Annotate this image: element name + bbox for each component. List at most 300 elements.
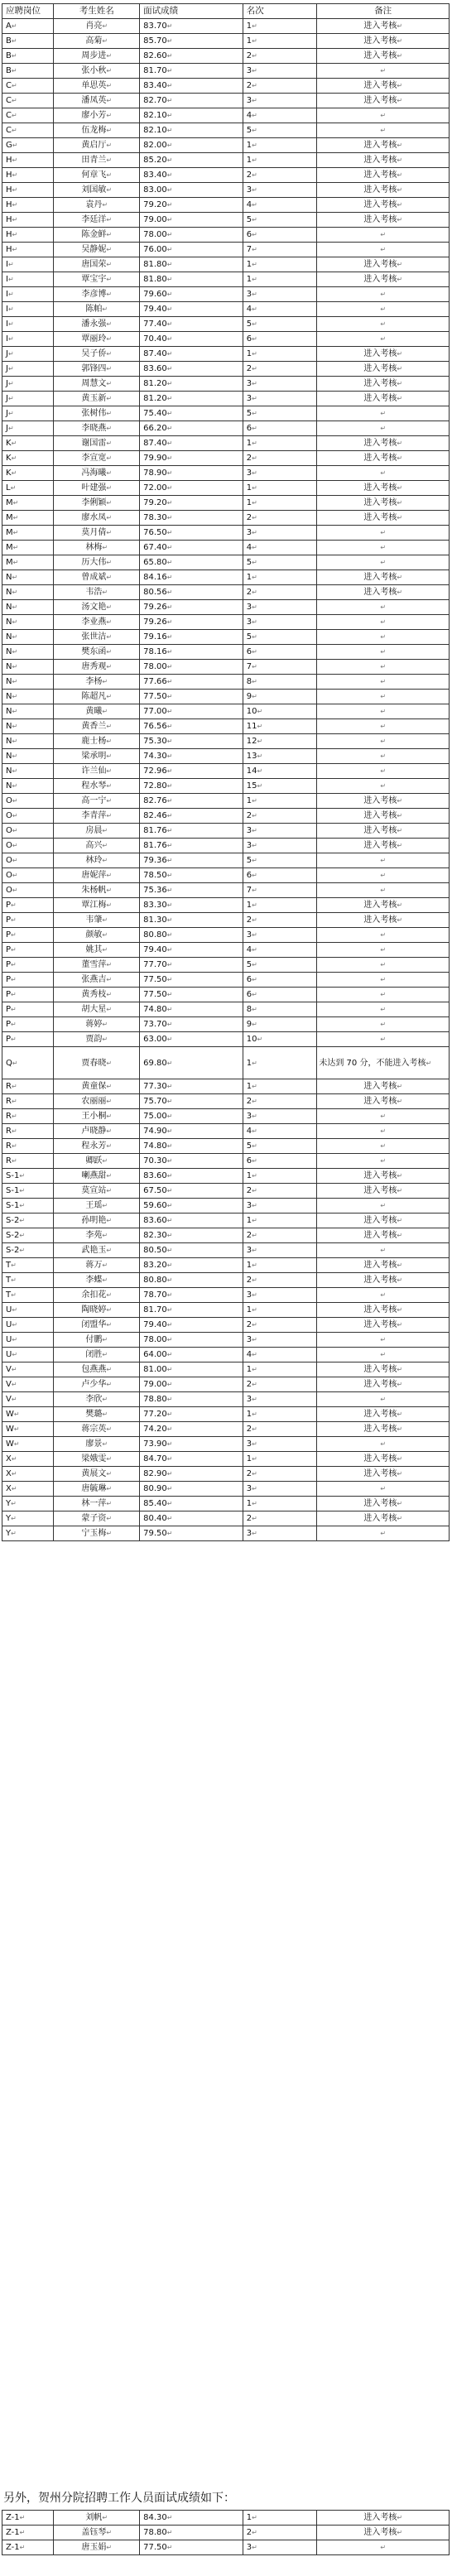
return-mark-icon: ↵ xyxy=(252,112,257,119)
position-cell: Y↵ xyxy=(2,1511,54,1526)
return-mark-icon: ↵ xyxy=(166,961,173,968)
return-mark-icon: ↵ xyxy=(106,320,113,328)
return-mark-icon: ↵ xyxy=(380,231,387,238)
table-row xyxy=(2,555,450,570)
return-mark-icon: ↵ xyxy=(106,142,113,149)
return-mark-icon: ↵ xyxy=(380,544,387,551)
return-mark-icon: ↵ xyxy=(11,1036,17,1043)
table-row xyxy=(2,1109,450,1124)
score-cell: 83.70↵ xyxy=(140,19,243,34)
return-mark-icon: ↵ xyxy=(7,350,14,358)
return-mark-icon: ↵ xyxy=(166,633,173,641)
return-mark-icon: ↵ xyxy=(11,1455,17,1463)
return-mark-icon: ↵ xyxy=(11,1485,17,1492)
return-mark-icon: ↵ xyxy=(166,1036,173,1043)
return-mark-icon: ↵ xyxy=(102,544,108,551)
name-cell: 廖小芳↵ xyxy=(54,108,140,123)
return-mark-icon: ↵ xyxy=(106,261,113,268)
score-cell: 81.80↵ xyxy=(140,257,243,272)
rank-cell: 1↵ xyxy=(243,436,317,451)
score-cell: 80.80↵ xyxy=(140,928,243,943)
score-cell: 74.80↵ xyxy=(140,1002,243,1017)
position-cell: U↵ xyxy=(2,1333,54,1348)
return-mark-icon: ↵ xyxy=(397,201,403,209)
score-cell: 75.70↵ xyxy=(140,1094,243,1109)
remark-cell: 进入考核↵ xyxy=(317,392,450,406)
position-cell: Q↵ xyxy=(2,1047,54,1079)
table-row xyxy=(2,794,450,809)
return-mark-icon: ↵ xyxy=(397,97,403,104)
return-mark-icon: ↵ xyxy=(397,842,403,849)
remark-cell xyxy=(317,466,450,481)
score-cell: 84.30↵ xyxy=(140,2511,243,2526)
table-row xyxy=(2,1079,450,1094)
score-cell: 79.40↵ xyxy=(140,302,243,317)
name-cell: 梁承明↵ xyxy=(54,749,140,764)
score-cell: 83.40↵ xyxy=(140,168,243,183)
remark-cell: 进入考核↵ xyxy=(317,198,450,213)
score-cell: 83.00↵ xyxy=(140,183,243,198)
return-mark-icon: ↵ xyxy=(397,1276,403,1284)
return-mark-icon: ↵ xyxy=(106,410,113,417)
score-cell: 77.50↵ xyxy=(140,988,243,1002)
return-mark-icon: ↵ xyxy=(12,231,18,238)
rank-cell: 5↵ xyxy=(243,555,317,570)
return-mark-icon: ↵ xyxy=(106,633,113,641)
return-mark-icon: ↵ xyxy=(106,484,113,492)
score-cell: 74.20↵ xyxy=(140,1422,243,1437)
table-row xyxy=(2,1437,450,1452)
name-cell: 蒙子资↵ xyxy=(54,1511,140,1526)
position-cell: H↵ xyxy=(2,243,54,257)
remark-cell xyxy=(317,943,450,958)
return-mark-icon: ↵ xyxy=(166,52,173,60)
return-mark-icon: ↵ xyxy=(257,1036,263,1043)
position-cell: H↵ xyxy=(2,153,54,168)
position-cell: P↵ xyxy=(2,913,54,928)
remark-cell xyxy=(317,526,450,541)
table-row xyxy=(2,883,450,898)
score-cell: 77.00↵ xyxy=(140,704,243,719)
return-mark-icon: ↵ xyxy=(12,738,18,745)
score-cell: 65.80↵ xyxy=(140,555,243,570)
return-mark-icon: ↵ xyxy=(252,37,257,45)
return-mark-icon: ↵ xyxy=(397,1515,403,1522)
rank-cell: 3↵ xyxy=(243,2540,317,2555)
position-cell: N↵ xyxy=(2,660,54,675)
return-mark-icon: ↵ xyxy=(380,1036,387,1043)
rank-cell: 3↵ xyxy=(243,377,317,392)
return-mark-icon: ↵ xyxy=(11,112,17,119)
score-cell: 80.80↵ xyxy=(140,1273,243,1288)
position-cell: T↵ xyxy=(2,1273,54,1288)
return-mark-icon: ↵ xyxy=(106,365,113,372)
return-mark-icon: ↵ xyxy=(397,827,403,834)
remark-cell: 进入考核↵ xyxy=(317,79,450,94)
return-mark-icon: ↵ xyxy=(252,812,257,819)
return-mark-icon: ↵ xyxy=(12,246,18,253)
remark-cell xyxy=(317,302,450,317)
table-row xyxy=(2,1273,450,1288)
remark-cell xyxy=(317,973,450,988)
return-mark-icon: ↵ xyxy=(252,842,257,849)
rank-cell: 5↵ xyxy=(243,1139,317,1154)
table-row xyxy=(2,362,450,377)
return-mark-icon: ↵ xyxy=(397,574,403,581)
rank-cell: 1↵ xyxy=(243,272,317,287)
score-cell: 78.30↵ xyxy=(140,511,243,526)
return-mark-icon: ↵ xyxy=(166,499,173,507)
score-cell: 78.00↵ xyxy=(140,660,243,675)
table-row xyxy=(2,526,450,541)
score-cell: 87.40↵ xyxy=(140,347,243,362)
return-mark-icon: ↵ xyxy=(102,1411,108,1418)
position-cell: N↵ xyxy=(2,690,54,704)
return-mark-icon: ↵ xyxy=(397,484,403,492)
return-mark-icon: ↵ xyxy=(397,1306,403,1314)
rank-cell: 3↵ xyxy=(243,287,317,302)
return-mark-icon: ↵ xyxy=(252,201,257,209)
return-mark-icon: ↵ xyxy=(397,37,403,45)
name-cell: 谢国雷↵ xyxy=(54,436,140,451)
return-mark-icon: ↵ xyxy=(380,1021,387,1028)
position-cell: S-1↵ xyxy=(2,1199,54,1214)
return-mark-icon: ↵ xyxy=(106,872,113,879)
remark-cell xyxy=(317,868,450,883)
return-mark-icon: ↵ xyxy=(166,1470,173,1478)
return-mark-icon: ↵ xyxy=(12,514,19,521)
return-mark-icon: ↵ xyxy=(102,708,108,715)
return-mark-icon: ↵ xyxy=(252,440,257,447)
name-cell: 历大伟↵ xyxy=(54,555,140,570)
score-cell: 79.00↵ xyxy=(140,1377,243,1392)
return-mark-icon: ↵ xyxy=(7,335,14,343)
remark-cell xyxy=(317,764,450,779)
return-mark-icon: ↵ xyxy=(102,589,108,596)
rank-cell: 2↵ xyxy=(243,1511,317,1526)
rank-cell: 1↵ xyxy=(243,1362,317,1377)
position-cell: P↵ xyxy=(2,943,54,958)
table-row xyxy=(2,511,450,526)
return-mark-icon: ↵ xyxy=(102,916,108,924)
remark-cell xyxy=(317,317,450,332)
return-mark-icon: ↵ xyxy=(106,1172,113,1180)
return-mark-icon: ↵ xyxy=(166,201,173,209)
return-mark-icon: ↵ xyxy=(397,171,403,179)
name-cell: 肖亮↵ xyxy=(54,19,140,34)
position-cell: P↵ xyxy=(2,928,54,943)
remark-cell: 进入考核↵ xyxy=(317,183,450,198)
return-mark-icon: ↵ xyxy=(11,52,17,60)
return-mark-icon: ↵ xyxy=(166,186,173,194)
return-mark-icon: ↵ xyxy=(380,633,387,641)
return-mark-icon: ↵ xyxy=(380,857,387,864)
return-mark-icon: ↵ xyxy=(166,425,173,432)
name-cell: 李俐颖↵ xyxy=(54,496,140,511)
table-row xyxy=(2,1303,450,1318)
table-row xyxy=(2,690,450,704)
return-mark-icon: ↵ xyxy=(252,395,257,402)
return-mark-icon: ↵ xyxy=(252,499,257,507)
name-cell: 覃江梅↵ xyxy=(54,898,140,913)
score-cell: 85.40↵ xyxy=(140,1497,243,1511)
return-mark-icon: ↵ xyxy=(106,67,113,74)
position-cell: L↵ xyxy=(2,481,54,496)
table-row xyxy=(2,2511,450,2526)
return-mark-icon: ↵ xyxy=(106,2544,113,2551)
return-mark-icon: ↵ xyxy=(11,1276,17,1284)
remark-cell: 进入考核↵ xyxy=(317,2526,450,2540)
return-mark-icon: ↵ xyxy=(166,618,173,626)
return-mark-icon: ↵ xyxy=(166,320,173,328)
return-mark-icon: ↵ xyxy=(166,335,173,343)
remark-cell: 进入考核↵ xyxy=(317,1273,450,1288)
return-mark-icon: ↵ xyxy=(380,1291,387,1299)
remark-cell: 进入考核↵ xyxy=(317,168,450,183)
table-row xyxy=(2,108,450,123)
return-mark-icon: ↵ xyxy=(102,2514,108,2521)
remark-cell: 进入考核↵ xyxy=(317,809,450,824)
position-cell: P↵ xyxy=(2,1032,54,1047)
return-mark-icon: ↵ xyxy=(102,1351,108,1358)
return-mark-icon: ↵ xyxy=(166,1321,173,1329)
return-mark-icon: ↵ xyxy=(166,514,173,521)
return-mark-icon: ↵ xyxy=(12,857,18,864)
return-mark-icon: ↵ xyxy=(380,469,387,477)
score-cell: 81.76↵ xyxy=(140,824,243,839)
name-cell: 陈超凡↵ xyxy=(54,690,140,704)
return-mark-icon: ↵ xyxy=(12,648,18,656)
table-row xyxy=(2,1333,450,1348)
position-cell: N↵ xyxy=(2,630,54,645)
rank-cell: 6↵ xyxy=(243,645,317,660)
name-cell: 廖水凤↵ xyxy=(54,511,140,526)
table-row xyxy=(2,421,450,436)
name-cell: 黄曦↵ xyxy=(54,704,140,719)
return-mark-icon: ↵ xyxy=(19,1217,26,1224)
name-cell: 田青兰↵ xyxy=(54,153,140,168)
score-cell: 79.20↵ xyxy=(140,198,243,213)
return-mark-icon: ↵ xyxy=(12,752,18,760)
table-row xyxy=(2,153,450,168)
return-mark-icon: ↵ xyxy=(380,1127,387,1135)
return-mark-icon: ↵ xyxy=(380,693,387,700)
rank-cell: 3↵ xyxy=(243,183,317,198)
return-mark-icon: ↵ xyxy=(252,529,257,536)
return-mark-icon: ↵ xyxy=(106,693,113,700)
rank-cell: 5↵ xyxy=(243,958,317,973)
return-mark-icon: ↵ xyxy=(397,1470,403,1478)
rank-cell: 5↵ xyxy=(243,406,317,421)
rank-cell: 9↵ xyxy=(243,690,317,704)
return-mark-icon: ↵ xyxy=(12,499,19,507)
name-cell: 吴静妮↵ xyxy=(54,243,140,257)
return-mark-icon: ↵ xyxy=(397,380,403,387)
name-cell: 卢少华↵ xyxy=(54,1377,140,1392)
name-cell: 程水琴↵ xyxy=(54,779,140,794)
return-mark-icon: ↵ xyxy=(380,320,387,328)
rank-cell: 2↵ xyxy=(243,451,317,466)
position-cell: J↵ xyxy=(2,347,54,362)
return-mark-icon: ↵ xyxy=(380,648,387,656)
name-cell: 贾韵↵ xyxy=(54,1032,140,1047)
return-mark-icon: ↵ xyxy=(397,499,403,507)
rank-cell: 8↵ xyxy=(243,675,317,690)
remark-cell xyxy=(317,1124,450,1139)
return-mark-icon: ↵ xyxy=(166,1157,173,1165)
return-mark-icon: ↵ xyxy=(166,2529,173,2536)
score-cell: 78.16↵ xyxy=(140,645,243,660)
name-cell: 李青萍↵ xyxy=(54,809,140,824)
score-cell: 83.30↵ xyxy=(140,898,243,913)
remark-cell: 进入考核↵ xyxy=(317,138,450,153)
remark-cell: 进入考核↵ xyxy=(317,451,450,466)
return-mark-icon: ↵ xyxy=(106,663,113,670)
table-row xyxy=(2,1452,450,1467)
return-mark-icon: ↵ xyxy=(166,1127,173,1135)
return-mark-icon: ↵ xyxy=(166,1202,173,1209)
return-mark-icon: ↵ xyxy=(380,663,387,670)
score-cell: 78.70↵ xyxy=(140,1288,243,1303)
name-cell: 莫月倩↵ xyxy=(54,526,140,541)
return-mark-icon: ↵ xyxy=(166,976,173,983)
return-mark-icon: ↵ xyxy=(106,812,113,819)
rank-cell: 3↵ xyxy=(243,526,317,541)
position-cell: N↵ xyxy=(2,585,54,600)
return-mark-icon: ↵ xyxy=(252,67,257,74)
score-cell: 79.90↵ xyxy=(140,451,243,466)
return-mark-icon: ↵ xyxy=(166,440,173,447)
return-mark-icon: ↵ xyxy=(252,633,257,641)
return-mark-icon: ↵ xyxy=(12,1059,18,1067)
position-cell: N↵ xyxy=(2,570,54,585)
remark-cell: 进入考核↵ xyxy=(317,34,450,49)
rank-cell: 5↵ xyxy=(243,123,317,138)
return-mark-icon: ↵ xyxy=(7,395,14,402)
return-mark-icon: ↵ xyxy=(13,1440,20,1448)
return-mark-icon: ↵ xyxy=(166,142,173,149)
return-mark-icon: ↵ xyxy=(166,395,173,402)
remark-cell xyxy=(317,243,450,257)
rank-cell: 1↵ xyxy=(243,153,317,168)
return-mark-icon: ↵ xyxy=(166,589,173,596)
return-mark-icon: ↵ xyxy=(166,1187,173,1194)
return-mark-icon: ↵ xyxy=(106,127,113,134)
rank-cell: 2↵ xyxy=(243,913,317,928)
name-cell: 陈帕↵ xyxy=(54,302,140,317)
table-row xyxy=(2,2526,450,2540)
return-mark-icon: ↵ xyxy=(106,782,113,790)
name-cell: 叶建强↵ xyxy=(54,481,140,496)
return-mark-icon: ↵ xyxy=(166,1232,173,1239)
name-cell: 黄启厅↵ xyxy=(54,138,140,153)
return-mark-icon: ↵ xyxy=(11,976,17,983)
return-mark-icon: ↵ xyxy=(12,842,18,849)
return-mark-icon: ↵ xyxy=(252,1411,257,1418)
remark-cell xyxy=(317,853,450,868)
remark-cell: 进入考核↵ xyxy=(317,839,450,853)
return-mark-icon: ↵ xyxy=(10,484,17,492)
score-cell: 83.40↵ xyxy=(140,79,243,94)
rank-cell: 6↵ xyxy=(243,1154,317,1169)
return-mark-icon: ↵ xyxy=(11,946,17,954)
return-mark-icon: ↵ xyxy=(106,1515,113,1522)
return-mark-icon: ↵ xyxy=(166,112,173,119)
return-mark-icon: ↵ xyxy=(397,797,403,805)
rank-cell: 10↵ xyxy=(243,1032,317,1047)
rank-cell: 3↵ xyxy=(243,824,317,839)
return-mark-icon: ↵ xyxy=(106,246,113,253)
table-row xyxy=(2,719,450,734)
position-cell: R↵ xyxy=(2,1139,54,1154)
table-row xyxy=(2,64,450,79)
position-cell: I↵ xyxy=(2,332,54,347)
return-mark-icon: ↵ xyxy=(166,544,173,551)
return-mark-icon: ↵ xyxy=(380,1530,387,1537)
table-row xyxy=(2,228,450,243)
table-row xyxy=(2,243,450,257)
name-cell: 李晓燕↵ xyxy=(54,421,140,436)
return-mark-icon: ↵ xyxy=(102,857,108,864)
name-cell: 胡大星↵ xyxy=(54,1002,140,1017)
position-cell: C↵ xyxy=(2,79,54,94)
return-mark-icon: ↵ xyxy=(106,1006,113,1013)
score-cell: 75.30↵ xyxy=(140,734,243,749)
return-mark-icon: ↵ xyxy=(11,1113,17,1120)
remark-cell: 进入考核↵ xyxy=(317,913,450,928)
return-mark-icon: ↵ xyxy=(166,901,173,909)
return-mark-icon: ↵ xyxy=(166,1306,173,1314)
rank-cell: 14↵ xyxy=(243,764,317,779)
rank-cell: 1↵ xyxy=(243,1407,317,1422)
score-cell: 81.70↵ xyxy=(140,1303,243,1318)
return-mark-icon: ↵ xyxy=(252,1059,257,1067)
return-mark-icon: ↵ xyxy=(11,991,17,998)
return-mark-icon: ↵ xyxy=(166,1059,173,1067)
table-row xyxy=(2,1199,450,1214)
return-mark-icon: ↵ xyxy=(12,186,18,194)
return-mark-icon: ↵ xyxy=(106,752,113,760)
rank-cell: 2↵ xyxy=(243,1467,317,1482)
return-mark-icon: ↵ xyxy=(166,812,173,819)
return-mark-icon: ↵ xyxy=(380,246,387,253)
position-cell: N↵ xyxy=(2,645,54,660)
rank-cell: 4↵ xyxy=(243,541,317,555)
name-cell: 余扣花↵ xyxy=(54,1288,140,1303)
name-cell: 廖景↵ xyxy=(54,1437,140,1452)
return-mark-icon: ↵ xyxy=(166,261,173,268)
rank-cell: 9↵ xyxy=(243,1017,317,1032)
return-mark-icon: ↵ xyxy=(252,261,257,268)
position-cell: P↵ xyxy=(2,973,54,988)
score-cell: 81.30↵ xyxy=(140,913,243,928)
rank-cell: 7↵ xyxy=(243,660,317,675)
position-cell: V↵ xyxy=(2,1377,54,1392)
score-cell: 82.60↵ xyxy=(140,49,243,64)
return-mark-icon: ↵ xyxy=(252,186,257,194)
rank-cell: 7↵ xyxy=(243,883,317,898)
table-row xyxy=(2,958,450,973)
return-mark-icon: ↵ xyxy=(380,708,387,715)
table-row xyxy=(2,1526,450,1541)
remark-cell: 进入考核↵ xyxy=(317,19,450,34)
table-row xyxy=(2,406,450,421)
return-mark-icon: ↵ xyxy=(102,1021,108,1028)
position-cell: R↵ xyxy=(2,1154,54,1169)
table-row xyxy=(2,94,450,108)
position-cell: P↵ xyxy=(2,958,54,973)
position-cell: I↵ xyxy=(2,257,54,272)
